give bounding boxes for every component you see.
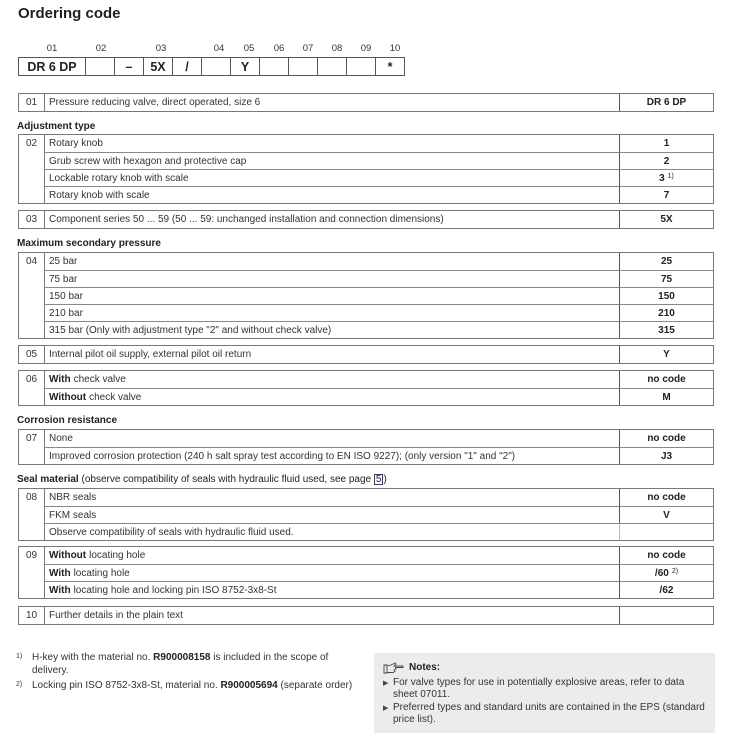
emphasis: With xyxy=(49,584,71,596)
option-code: 5X xyxy=(619,211,713,228)
code-cell xyxy=(289,58,318,75)
table-row xyxy=(19,564,713,581)
position-number: 09 xyxy=(19,547,45,564)
description-text: locating hole xyxy=(73,567,130,579)
position-number: 01 xyxy=(19,94,45,111)
section-06-table xyxy=(18,370,714,406)
position-number: 07 xyxy=(302,43,314,54)
option-code: 150 xyxy=(619,287,713,304)
text: H-key with the material no. xyxy=(32,652,154,663)
section-label-seal-material xyxy=(17,474,387,485)
section-03-table xyxy=(18,210,714,229)
position-number: 04 xyxy=(19,253,45,270)
footnote-mark: 2) xyxy=(16,681,23,688)
notes-heading xyxy=(383,662,705,675)
table-row xyxy=(19,346,713,363)
option-code: 315 xyxy=(619,321,713,338)
emphasis: Without xyxy=(49,391,87,403)
position-number: 06 xyxy=(19,371,45,388)
code-cell xyxy=(347,58,376,75)
option-description: Internal pilot oil supply, external pilot oil return xyxy=(49,349,252,360)
label-note: (observe compatibility of seals with hydraulic fluid used, see page xyxy=(81,474,374,485)
note-item xyxy=(383,702,705,727)
position-number: 02 xyxy=(95,43,107,54)
table-row xyxy=(19,430,713,447)
text: is included in the scope of delivery. xyxy=(32,652,329,676)
position-number: 03 xyxy=(19,211,45,228)
page-reference-link[interactable]: 5 xyxy=(375,474,382,485)
table-row xyxy=(19,270,713,287)
code-cell: Y xyxy=(231,58,260,75)
option-description: None xyxy=(49,433,73,444)
option-description: Grub screw with hexagon and protective cap xyxy=(45,152,619,169)
position-number: 10 xyxy=(389,43,401,54)
section-09-table xyxy=(18,546,714,599)
option-code: 210 xyxy=(619,304,713,321)
section-label-corrosion-resistance: Corrosion resistance xyxy=(17,415,118,426)
position-number: 04 xyxy=(213,43,225,54)
option-code xyxy=(619,169,713,186)
code-cell: DR 6 DP xyxy=(19,58,86,75)
table-row xyxy=(19,371,713,388)
position-number: 08 xyxy=(331,43,343,54)
option-code: no code xyxy=(619,371,713,388)
position-number: 06 xyxy=(273,43,285,54)
code-cell xyxy=(202,58,231,75)
section-label-adjustment-type: Adjustment type xyxy=(17,121,96,132)
description-text: locating hole xyxy=(89,550,146,561)
footnote-mark: 1) xyxy=(16,653,23,660)
code-cell xyxy=(86,58,115,75)
table-row xyxy=(19,253,713,270)
option-description: Improved corrosion protection (240 h salt spray test according to EN ISO 9227); (only version "1" and "2") xyxy=(45,447,619,464)
description-text: check valve xyxy=(89,391,142,403)
table-row xyxy=(19,211,713,228)
table-row xyxy=(19,321,713,338)
position-number: 10 xyxy=(19,607,45,624)
code-cell: 5X xyxy=(144,58,173,75)
description-text: locating hole and locking pin ISO 8752-3x8-St xyxy=(73,584,277,596)
material-number: R900008158 xyxy=(153,652,211,663)
option-code: 2 xyxy=(619,152,713,169)
text: (separate order) xyxy=(277,680,353,691)
table-row xyxy=(19,388,713,405)
code-cell: * xyxy=(376,58,405,75)
option-code: 7 xyxy=(619,186,713,203)
option-code: 1 xyxy=(619,135,713,152)
option-code: M xyxy=(619,388,713,405)
table-row xyxy=(19,152,713,169)
footnote xyxy=(16,679,361,692)
footnotes xyxy=(16,651,361,694)
position-number: 05 xyxy=(19,346,45,363)
option-description xyxy=(45,581,619,598)
option-description: 75 bar xyxy=(45,270,619,287)
option-code: DR 6 DP xyxy=(619,94,713,111)
option-description: FKM seals xyxy=(45,506,619,523)
section-01-table xyxy=(18,93,714,112)
section-08-table xyxy=(18,488,714,541)
table-row xyxy=(19,287,713,304)
option-description: Pressure reducing valve, direct operated, size 6 xyxy=(49,97,261,108)
option-code: 25 xyxy=(619,253,713,270)
label-close: ) xyxy=(383,474,387,485)
option-code xyxy=(619,523,713,540)
option-description: NBR seals xyxy=(49,492,97,503)
code-cell xyxy=(260,58,289,75)
section-02-table xyxy=(18,134,714,204)
table-row xyxy=(19,304,713,321)
option-code: J3 xyxy=(619,447,713,464)
notes-box xyxy=(374,653,715,733)
section-10-table xyxy=(18,606,714,625)
option-code: 75 xyxy=(619,270,713,287)
option-description xyxy=(45,547,619,564)
footnote-text xyxy=(32,651,361,677)
code-cell: – xyxy=(115,58,144,75)
emphasis: With xyxy=(49,567,71,579)
note-text: For valve types for use in potentially explosive areas, refer to data sheet 07011. xyxy=(393,676,685,700)
footnote-ref: 2) xyxy=(671,567,679,575)
option-code xyxy=(619,607,713,624)
label-text: Seal material xyxy=(17,474,79,485)
option-code: no code xyxy=(619,547,713,564)
option-description: 210 bar xyxy=(45,304,619,321)
option-code: Y xyxy=(619,346,713,363)
table-row xyxy=(19,547,713,564)
table-row xyxy=(19,581,713,598)
option-description: Lockable rotary knob with scale xyxy=(45,169,619,186)
text: Locking pin ISO 8752-3x8-St, material no. xyxy=(32,680,221,691)
option-description: Observe compatibility of seals with hydraulic fluid used. xyxy=(45,523,619,540)
table-row xyxy=(19,607,713,624)
option-description: 150 bar xyxy=(45,287,619,304)
option-description xyxy=(45,371,619,388)
section-04-table xyxy=(18,252,714,339)
table-row xyxy=(19,135,713,152)
bullet-triangle-icon: ▶ xyxy=(383,679,389,687)
option-code: no code xyxy=(619,489,713,506)
position-number: 09 xyxy=(360,43,372,54)
table-row xyxy=(19,169,713,186)
note-item xyxy=(383,677,705,702)
section-05-table xyxy=(18,345,714,364)
option-code xyxy=(619,564,713,581)
description-text: check valve xyxy=(73,374,126,385)
option-description: 315 bar (Only with adjustment type "2" and without check valve) xyxy=(45,321,619,338)
footnote-ref: 1) xyxy=(667,172,674,180)
note-text: Preferred types and standard units are contained in the EPS (standard price list). xyxy=(393,701,705,725)
position-number: 03 xyxy=(155,43,167,54)
option-description xyxy=(45,564,619,581)
bullet-triangle-icon: ▶ xyxy=(383,704,389,712)
table-row xyxy=(19,447,713,464)
option-description: 25 bar xyxy=(49,256,78,267)
pointing-hand-icon xyxy=(383,662,405,674)
table-row xyxy=(19,506,713,523)
option-description xyxy=(45,388,619,405)
emphasis: With xyxy=(49,374,71,385)
code-cell xyxy=(318,58,347,75)
page-title: Ordering code xyxy=(18,5,121,22)
option-description: Rotary knob xyxy=(49,138,103,149)
section-label-max-secondary-pressure: Maximum secondary pressure xyxy=(17,238,161,249)
table-row xyxy=(19,523,713,540)
position-number: 02 xyxy=(19,135,45,152)
option-description: Component series 50 ... 59 (50 ... 59: unchanged installation and connection dimensions) xyxy=(49,214,444,225)
ordering-code-strip xyxy=(18,57,405,76)
emphasis: Without xyxy=(49,550,87,561)
footnote xyxy=(16,651,361,677)
table-row xyxy=(19,94,713,111)
code-cell: / xyxy=(173,58,202,75)
option-description: Further details in the plain text xyxy=(49,610,183,621)
section-07-table xyxy=(18,429,714,465)
notes-title: Notes: xyxy=(409,662,441,673)
code-value: /60 xyxy=(654,567,669,579)
footnote-text xyxy=(32,679,352,692)
position-number: 07 xyxy=(19,430,45,447)
table-row xyxy=(19,186,713,203)
material-number: R900005694 xyxy=(220,680,278,691)
table-row xyxy=(19,489,713,506)
position-number: 05 xyxy=(243,43,255,54)
option-code: V xyxy=(619,506,713,523)
option-description: Rotary knob with scale xyxy=(45,186,619,203)
option-code: no code xyxy=(619,430,713,447)
position-number: 08 xyxy=(19,489,45,506)
position-number: 01 xyxy=(46,43,58,54)
code-value: 3 xyxy=(659,172,665,184)
option-code: /62 xyxy=(619,581,713,598)
